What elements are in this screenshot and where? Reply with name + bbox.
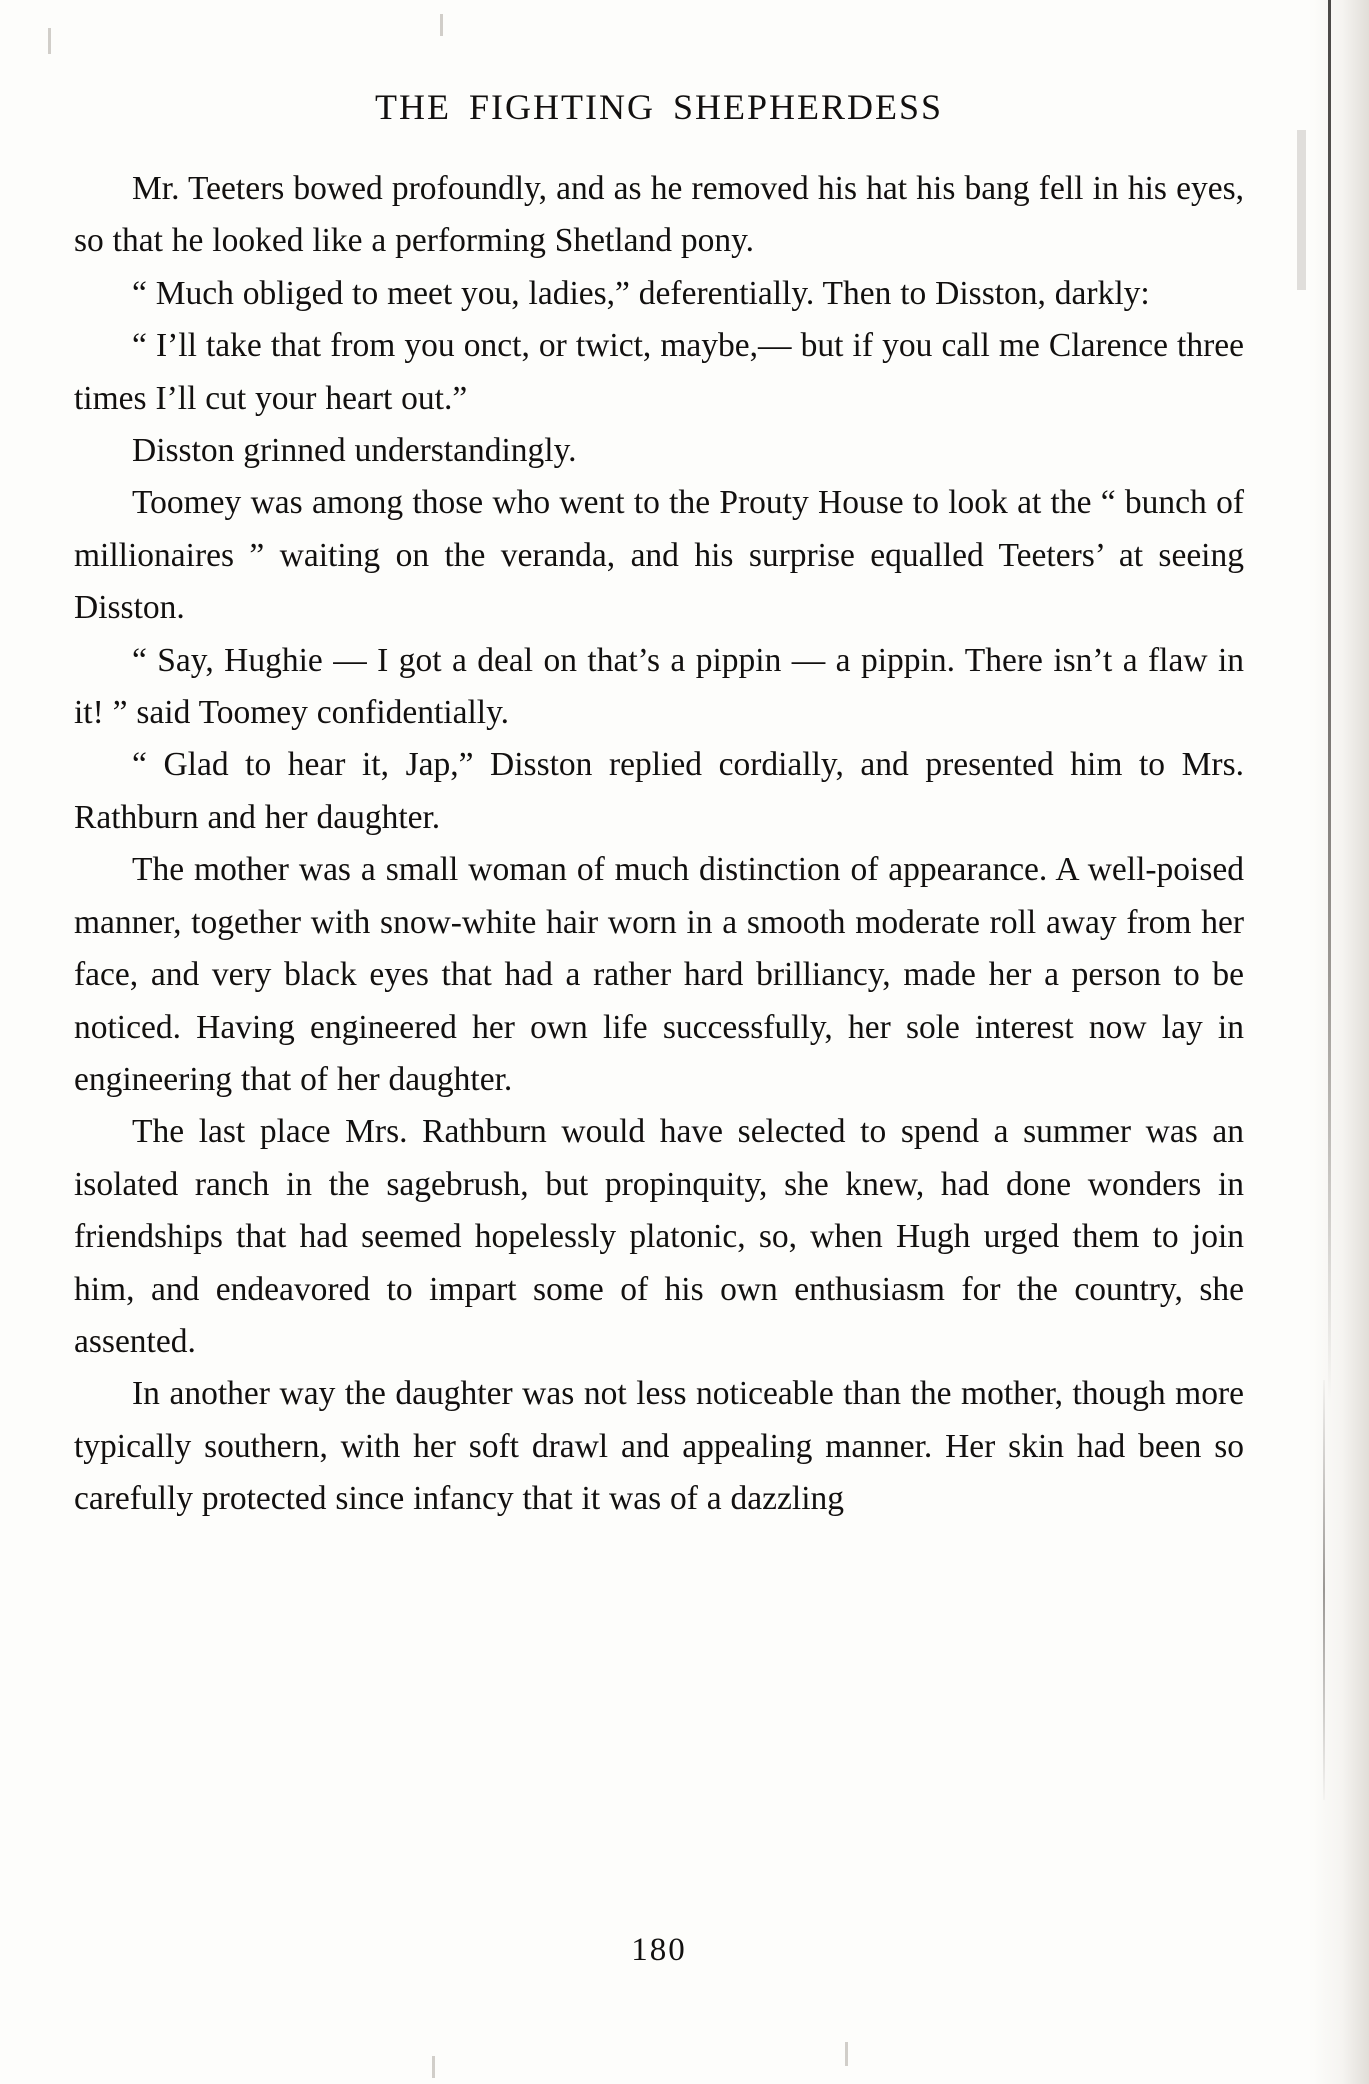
scan-speck <box>48 28 51 54</box>
paragraph: “ Glad to hear it, Jap,” Disston replied cordially, and presented him to Mrs. Rathburn and her daughter. <box>74 746 1244 836</box>
paragraph: The last place Mrs. Rathburn would have selected to spend a summer was an isolated ranch in the sagebrush, but propinquity, she knew, had done wonders in friendships that had seemed hopelessly platonic, so, when Hugh urged them to join him, and endeavored to impart some of his own enthusiasm for the country, she assented. <box>74 1113 1244 1360</box>
scan-gutter-line <box>1328 0 1331 1400</box>
scan-edge-shadow <box>1309 0 1369 2084</box>
body-text <box>74 163 1244 1526</box>
paragraph: “ I’ll take that from you onct, or twict, maybe,— but if you call me Clarence three times I’ll cut your heart out.” <box>74 327 1244 417</box>
paragraph: The mother was a small woman of much distinction of appearance. A well-poised manner, together with snow-white hair worn in a smooth moderate roll away from her face, and very black eyes that had a rather hard brilliancy, made her a person to be noticed. Having engineered her own life successfully, her sole interest now lay in engineering that of her daughter. <box>74 851 1244 1098</box>
paragraph: Mr. Teeters bowed profoundly, and as he removed his hat his bang fell in his eyes, so that he looked like a performing Shetland pony. <box>74 170 1244 260</box>
paragraph: “ Much obliged to meet you, ladies,” deferentially. Then to Disston, darkly: <box>132 274 1150 312</box>
paragraph: In another way the daughter was not less noticeable than the mother, though more typically southern, with her soft drawl and appealing manner. Her skin had been so carefully protected since infancy that it was of a dazzling <box>74 1375 1244 1518</box>
page-running-head: THE FIGHTING SHEPHERDESS <box>374 87 944 127</box>
page-number: 180 <box>631 1932 687 1968</box>
paragraph: Disston grinned understandingly. <box>132 432 577 470</box>
paragraph: “ Say, Hughie — I got a deal on that’s a pippin — a pippin. There isn’t a flaw in it! ” said Toomey confidentially. <box>74 641 1244 732</box>
page-content <box>74 0 1244 2084</box>
scan-speck <box>1297 130 1306 290</box>
paragraph: Toomey was among those who went to the Prouty House to look at the “ bunch of millionaires ” waiting on the veranda, and his surprise equalled Teeters’ at seeing Disston. <box>74 484 1244 627</box>
scan-gutter-line-lower <box>1323 1380 1325 1800</box>
